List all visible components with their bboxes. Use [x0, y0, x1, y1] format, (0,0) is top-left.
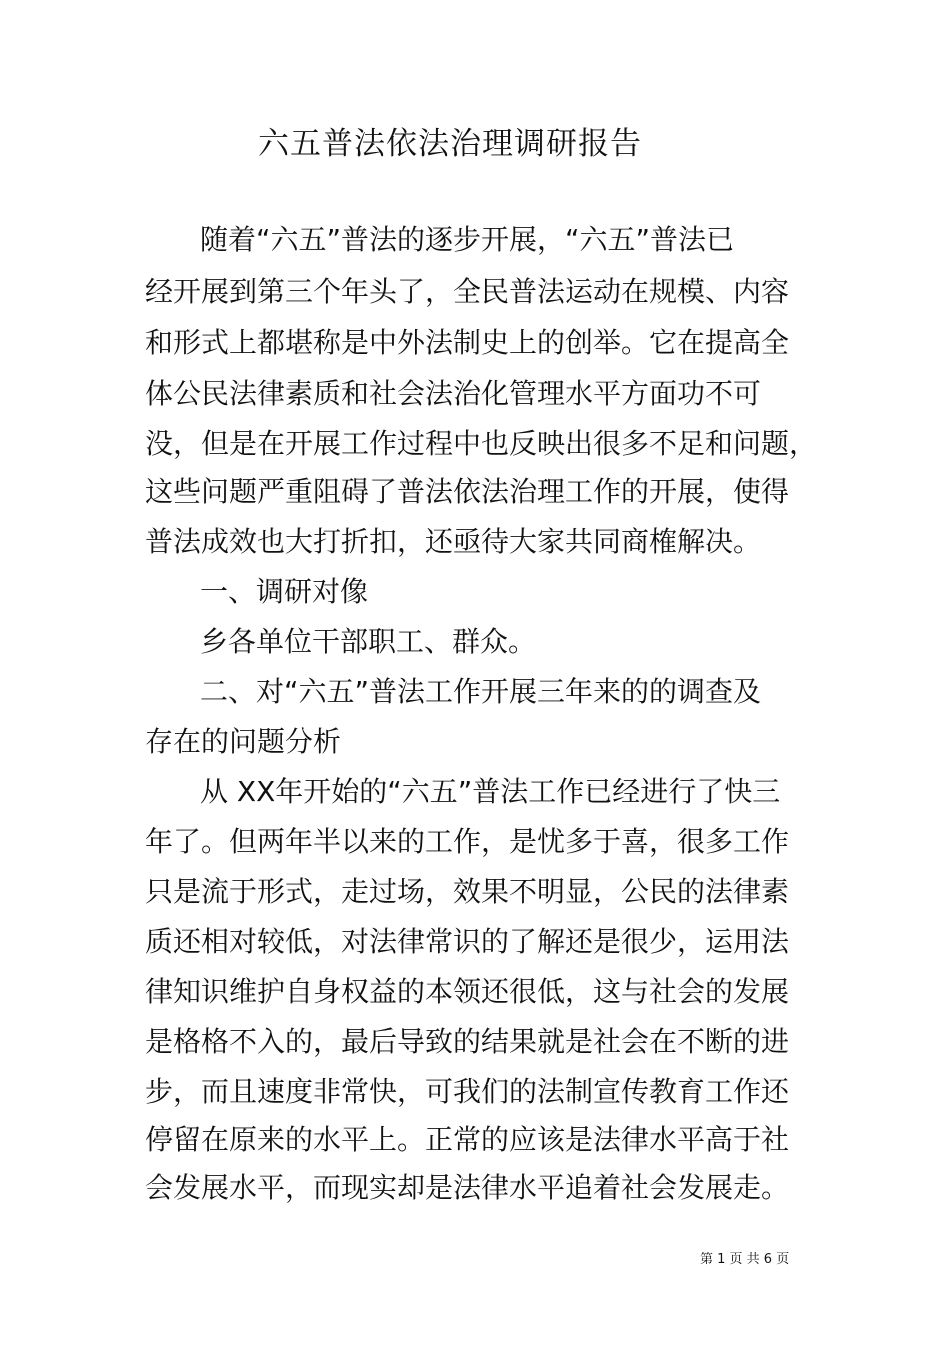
paragraph-line: 随着“六五”普法的逐步开展，“六五”普法已: [200, 223, 735, 256]
paragraph-line: 律知识维护自身权益的本领还很低，这与社会的发展: [145, 975, 790, 1008]
page-number: 第 1 页 共 6 页: [700, 1252, 790, 1267]
paragraph-line: 年了。但两年半以来的工作，是忧多于喜，很多工作: [145, 825, 790, 858]
document-title: 六五普法依法治理调研报告: [258, 126, 642, 162]
paragraph-line: 会发展水平，而现实却是法律水平追着社会发展走。: [145, 1171, 790, 1204]
paragraph-line: 从 XX年开始的“六五”普法工作已经进行了快三: [200, 775, 781, 808]
paragraph-line: 经开展到第三个年头了，全民普法运动在规模、内容: [145, 275, 790, 308]
paragraph-line: 没，但是在开展工作过程中也反映出很多不足和问题，: [145, 427, 818, 460]
paragraph-line: 这些问题严重阻碍了普法依法治理工作的开展，使得: [145, 475, 790, 508]
section-heading-continued: 存在的问题分析: [145, 725, 342, 758]
paragraph-line: 步，而且速度非常快，可我们的法制宣传教育工作还: [145, 1075, 790, 1108]
paragraph-line: 是格格不入的，最后导致的结果就是社会在不断的进: [145, 1025, 790, 1058]
paragraph-line: 和形式上都堪称是中外法制史上的创举。它在提高全: [145, 326, 790, 359]
paragraph-line: 体公民法律素质和社会法治化管理水平方面功不可: [145, 377, 762, 410]
paragraph-line: 停留在原来的水平上。正常的应该是法律水平高于社: [145, 1123, 790, 1156]
paragraph-line: 只是流于形式，走过场，效果不明显，公民的法律素: [145, 875, 790, 908]
section-heading: 一、调研对像: [200, 575, 369, 608]
paragraph-line: 质还相对较低，对法律常识的了解还是很少，运用法: [145, 925, 790, 958]
paragraph-line: 乡各单位干部职工、群众。: [200, 625, 537, 658]
paragraph-line: 普法成效也大打折扣，还亟待大家共同商榷解决。: [145, 525, 762, 558]
section-heading: 二、对“六五”普法工作开展三年来的的调查及: [200, 675, 762, 708]
